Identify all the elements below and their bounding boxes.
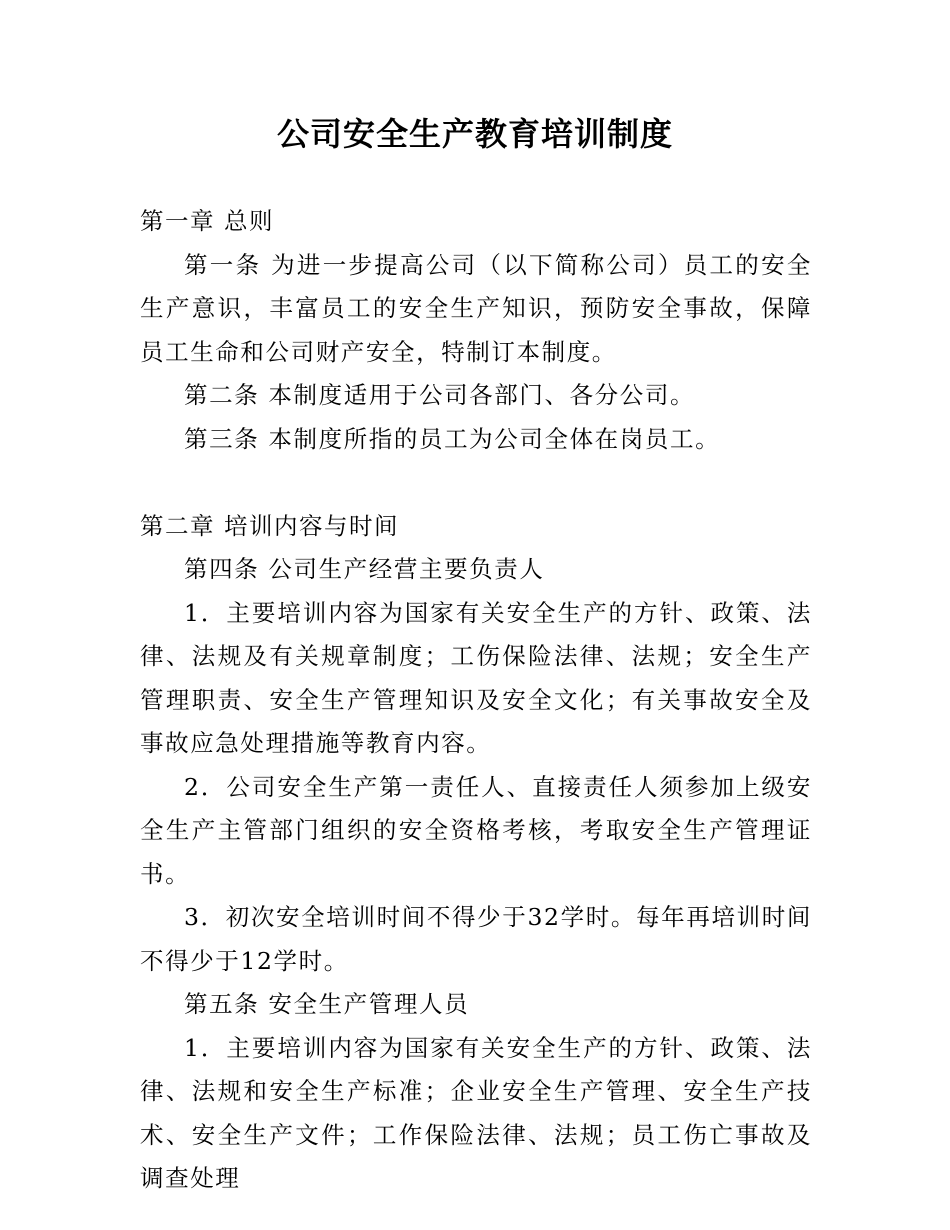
article-4-heading: 第四条 公司生产经营主要负责人 [184, 555, 545, 583]
article-5-item-1: 1．主要培训内容为国家有关安全生产的方针、政策、法律、法规和安全生产标准；企业安全生产管理、安全生产技术、安全生产文件；工作保险法律、法规；员工伤亡事故及调查处理 [140, 1033, 812, 1192]
document-title: 公司安全生产教育培训制度 [276, 115, 673, 153]
chapter-1-heading: 第一章 总则 [140, 207, 274, 235]
article-1: 第一条 为进一步提高公司（以下简称公司）员工的安全生产意识，丰富员工的安全生产知识，预防安全事故，保障员工生命和公司财产安全，特制订本制度。 [140, 250, 812, 366]
section-spacer [140, 461, 812, 505]
article-4-item-1: 1．主要培训内容为国家有关安全生产的方针、政策、法律、法规及有关规章制度；工伤保险法律、法规；安全生产管理职责、安全生产管理知识及安全文化；有关事故安全及事故应急处理措施等教育内容。 [140, 598, 812, 757]
chapter-2-heading: 第二章 培训内容与时间 [140, 511, 399, 540]
article-2: 第二条 本制度适用于公司各部门、各分公司。 [184, 381, 696, 409]
article-4-item-2: 2．公司安全生产第一责任人、直接责任人须参加上级安全生产主管部门组织的安全资格考核，考取安全生产管理证书。 [140, 772, 812, 888]
document-body [140, 200, 812, 1201]
article-5-heading: 第五条 安全生产管理人员 [184, 990, 470, 1018]
article-4-item-3: 3．初次安全培训时间不得少于32学时。每年再培训时间不得少于12学时。 [140, 903, 812, 975]
article-3: 第三条 本制度所指的员工为公司全体在岗员工。 [184, 424, 721, 453]
